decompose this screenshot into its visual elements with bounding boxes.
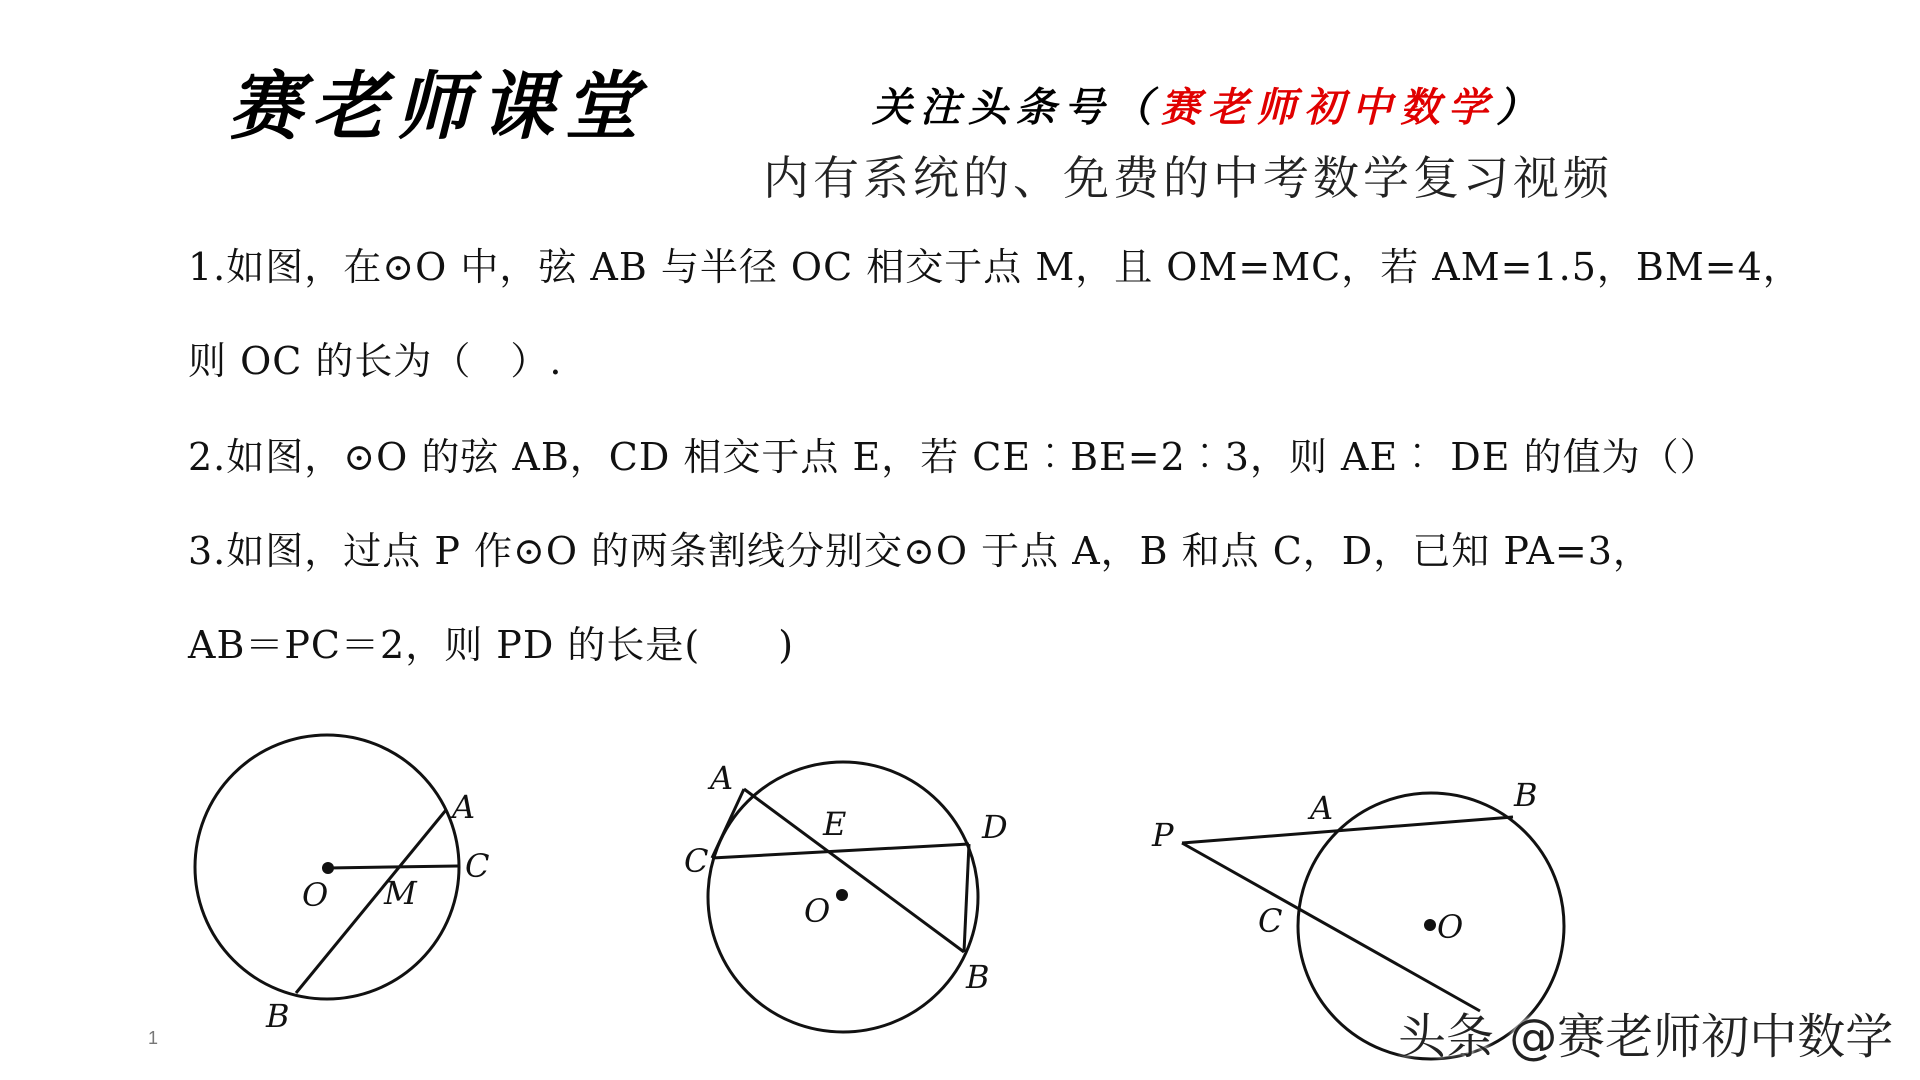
fig1-label-o: O bbox=[302, 876, 329, 914]
fig2-chord-ab bbox=[744, 789, 964, 952]
follow-prefix: 关注头条号（ bbox=[872, 84, 1160, 131]
fig1-label-b: B bbox=[266, 997, 290, 1035]
fig1-center-dot bbox=[322, 862, 334, 874]
fig2-label-d: D bbox=[982, 808, 1008, 846]
question-1-line-1: 1.如图，在⊙O 中，弦 AB 与半径 OC 相交于点 M，且 OM=MC，若 AM=1.5，BM=4， bbox=[188, 245, 1802, 289]
question-1-line-2: 则 OC 的长为（ ）. bbox=[188, 339, 563, 383]
fig1-label-c: C bbox=[465, 847, 490, 885]
subtitle: 内有系统的、免费的中考数学复习视频 bbox=[763, 151, 1613, 205]
fig2-chord-cd bbox=[712, 844, 969, 858]
figure-1 bbox=[180, 725, 500, 1045]
watermark: 头条 @赛老师初中数学 bbox=[1398, 1009, 1894, 1065]
fig2-label-c: C bbox=[684, 842, 709, 880]
fig1-label-a: A bbox=[452, 788, 476, 826]
fig3-label-b: B bbox=[1514, 776, 1538, 814]
question-3-line-2: AB＝PC＝2，则 PD 的长是( ) bbox=[188, 623, 795, 667]
brand-title: 赛老师课堂 bbox=[228, 64, 648, 150]
fig1-label-m: M bbox=[384, 874, 417, 912]
fig3-label-c: C bbox=[1258, 902, 1283, 940]
fig2-label-b: B bbox=[966, 958, 990, 996]
fig3-label-p: P bbox=[1152, 816, 1174, 854]
follow-line bbox=[872, 76, 1544, 133]
fig3-center-dot bbox=[1424, 919, 1436, 931]
fig3-label-o: O bbox=[1437, 908, 1464, 946]
fig2-label-o: O bbox=[804, 892, 831, 930]
figure-2 bbox=[660, 752, 1030, 1052]
fig2-segment-db bbox=[964, 844, 969, 952]
follow-suffix: ） bbox=[1496, 84, 1544, 131]
question-3-line-1: 3.如图，过点 P 作⊙O 的两条割线分别交⊙O 于点 A，B 和点 C，D，已知 PA=3， bbox=[188, 529, 1652, 573]
fig3-label-a: A bbox=[1310, 789, 1334, 827]
question-2: 2.如图，⊙O 的弦 AB，CD 相交于点 E，若 CE︰BE=2︰3，则 AE︰ DE 的值为（） bbox=[188, 435, 1719, 479]
fig2-segment-ac bbox=[712, 789, 744, 858]
fig2-center-dot bbox=[836, 889, 848, 901]
fig2-label-a: A bbox=[710, 759, 734, 797]
fig1-radius-oc bbox=[328, 866, 458, 868]
page-number: 1 bbox=[148, 1028, 159, 1048]
follow-account-name: 赛老师初中数学 bbox=[1160, 84, 1496, 131]
fig2-label-e: E bbox=[823, 805, 847, 843]
